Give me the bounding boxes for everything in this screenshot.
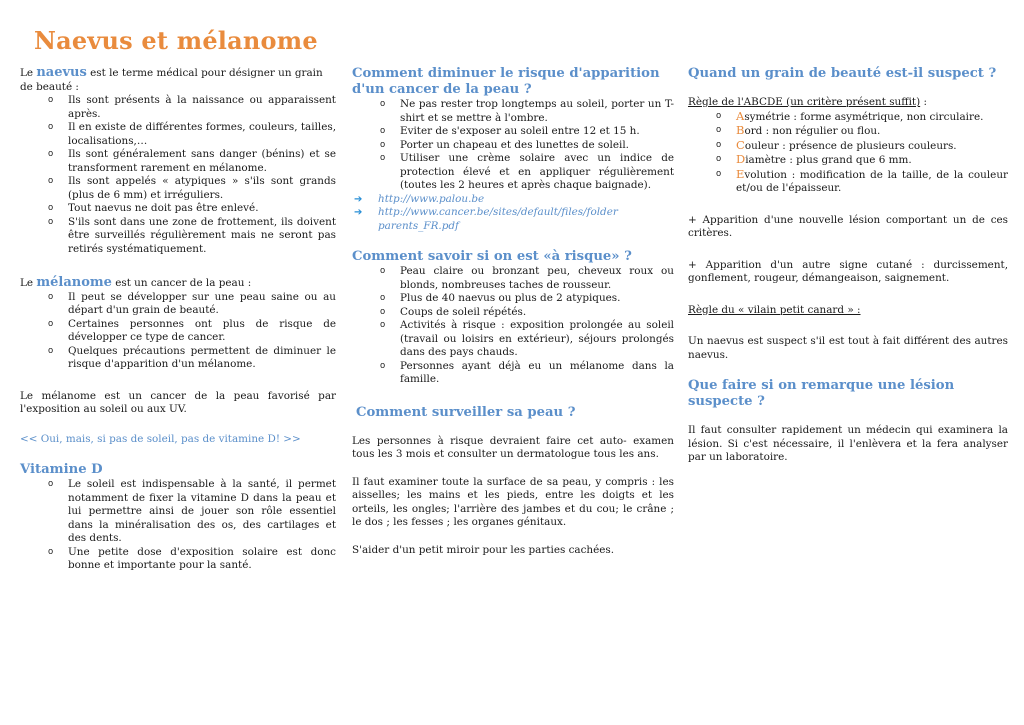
list-item: o Tout naevus ne doit pas être enlevé. [68,202,336,216]
list-item: o Activités à risque : exposition prolongée au soleil (travail ou loisirs en extérieur), séjours prolongés dans des pays chauds. [400,319,674,360]
arrow-right-icon: ➔ [354,207,363,218]
list-item: o Evolution : modification de la taille, de la couleur et/ou de l'épaisseur. [736,168,1008,196]
melanome-intro: Le mélanome est un cancer de la peau : [20,275,252,290]
link-item[interactable] [354,206,674,233]
list-item: o Diamètre : plus grand que 6 mm. [736,153,1008,168]
list-item: o Certaines personnes ont plus de risque de développer ce type de cancer. [68,318,336,345]
list-item: o Ils sont généralement sans danger (bénins) et se transforment rarement en mélanome. [68,148,336,175]
list-item: o S'ils sont dans une zone de frottement, ils doivent être surveillés régulièrement mais ne seront pas retirés systématiquement. [68,216,336,257]
monitor-heading: Comment surveiller sa peau ? [356,404,576,420]
resource-links [352,193,674,234]
monitor-paragraph: Il faut examiner toute la surface de sa peau, y compris : les aisselles; les mains et les pieds, entre les doigts et les orteils, les ongles; l'arrière des jambes et du cou; le crâne ; le dos ; les fesses ; les organes génitaux. [352,475,674,528]
list-item: o Ne pas rester trop longtemps au soleil, porter un T-shirt et se mettre à l'ombre. [400,98,674,125]
action-heading: Que faire si on remarque une lésion suspecte ? [688,378,955,409]
vitamine-heading: Vitamine D [20,462,103,477]
list-item: o Personnes ayant déjà eu un mélanome dans la famille. [400,360,674,387]
list-item: o Une petite dose d'exposition solaire est donc bonne et importante pour la santé. [68,546,336,573]
list-item: o Quelques précautions permettent de diminuer le risque d'apparition d'un mélanome. [68,345,336,372]
list-item: o Ils sont présents à la naissance ou apparaissent après. [68,94,336,121]
list-item: o Couleur : présence de plusieurs couleurs. [736,139,1008,154]
naevus-keyword: naevus [36,65,87,80]
atrisk-list [352,265,674,387]
list-item: o Peau claire ou bronzant peu, cheveux roux ou blonds, nombreuses taches de rousseur. [400,265,674,292]
monitor-paragraph: Les personnes à risque devraient faire cet auto- examen tous les 3 mois et consulter un dermatologue tous les ans. [352,434,674,460]
link-cancer-be[interactable]: http://www.cancer.be/sites/default/files/folder parents_FR.pdf [378,206,618,232]
list-item: o Il en existe de différentes formes, couleurs, tailles, localisations,… [68,121,336,148]
list-item: o Bord : non régulier ou flou. [736,124,1008,139]
naevus-list [20,94,336,256]
list-item: o Plus de 40 naevus ou plus de 2 atypiques. [400,292,674,306]
duckling-text: Un naevus est suspect s'il est tout à fait différent des autres naevus. [688,335,1008,361]
abcde-rule: Règle de l'ABCDE (un critère présent suffit) : [688,96,927,108]
risk-list [352,98,674,193]
monitor-paragraph: S'aider d'un petit miroir pour les parties cachées. [352,543,615,556]
extra-criteria: + Apparition d'un autre signe cutané : durcissement, gonflement, rougeur, démangeaison, saignement. [688,258,1008,284]
vitamine-quote: << Oui, mais, si pas de soleil, pas de vitamine D! >> [20,432,301,445]
column-right [688,66,1008,465]
melanome-keyword: mélanome [36,275,112,290]
arrow-right-icon: ➔ [354,193,363,205]
naevus-intro: Le naevus est le terme médical pour désigner un grain de beauté : [20,65,323,93]
list-item: o Porter un chapeau et des lunettes de soleil. [400,139,674,153]
list-item: o Asymétrie : forme asymétrique, non circulaire. [736,110,1008,125]
list-item: o Le soleil est indispensable à la santé, il permet notamment de fixer la vitamine D dans la peau et lui permettre ainsi de jouer son rôle essentiel dans la minéralisation des os, des cartilages et des dents. [68,478,336,546]
suspect-heading: Quand un grain de beauté est-il suspect ? [688,66,997,81]
melanome-list [20,291,336,372]
column-left [20,66,336,573]
list-item: o Il peut se développer sur une peau saine ou au départ d'un grain de beauté. [68,291,336,318]
list-item: o Eviter de s'exposer au soleil entre 12 et 15 h. [400,125,674,139]
list-item: o Coups de soleil répétés. [400,306,674,320]
abcde-list [688,110,1008,196]
risk-heading: Comment diminuer le risque d'apparition d'un cancer de la peau ? [352,66,660,97]
duckling-rule: Règle du « vilain petit canard » : [688,303,861,316]
list-item: o Ils sont appelés « atypiques » s'ils sont grands (plus de 6 mm) et irréguliers. [68,175,336,202]
action-text: Il faut consulter rapidement un médecin qui examinera la lésion. Si c'est nécessaire, il l'enlèvera et la fera analyser par un laboratoire. [688,424,1008,463]
page-title: Naevus et mélanome [34,26,318,55]
list-item: o Utiliser une crème solaire avec un indice de protection élevé et en appliquer régulièrement (toutes les 2 heures et après chaque baignade). [400,152,674,193]
extra-criteria: + Apparition d'une nouvelle lésion comportant un de ces critères. [688,213,1008,239]
column-middle [352,66,674,557]
link-palou[interactable]: http://www.palou.be [378,192,485,205]
link-item[interactable] [354,192,674,207]
melanome-note: Le mélanome est un cancer de la peau favorisé par l'exposition au soleil ou aux UV. [20,389,336,415]
atrisk-heading: Comment savoir si on est «à risque» ? [352,249,632,264]
vitamine-list [20,478,336,573]
